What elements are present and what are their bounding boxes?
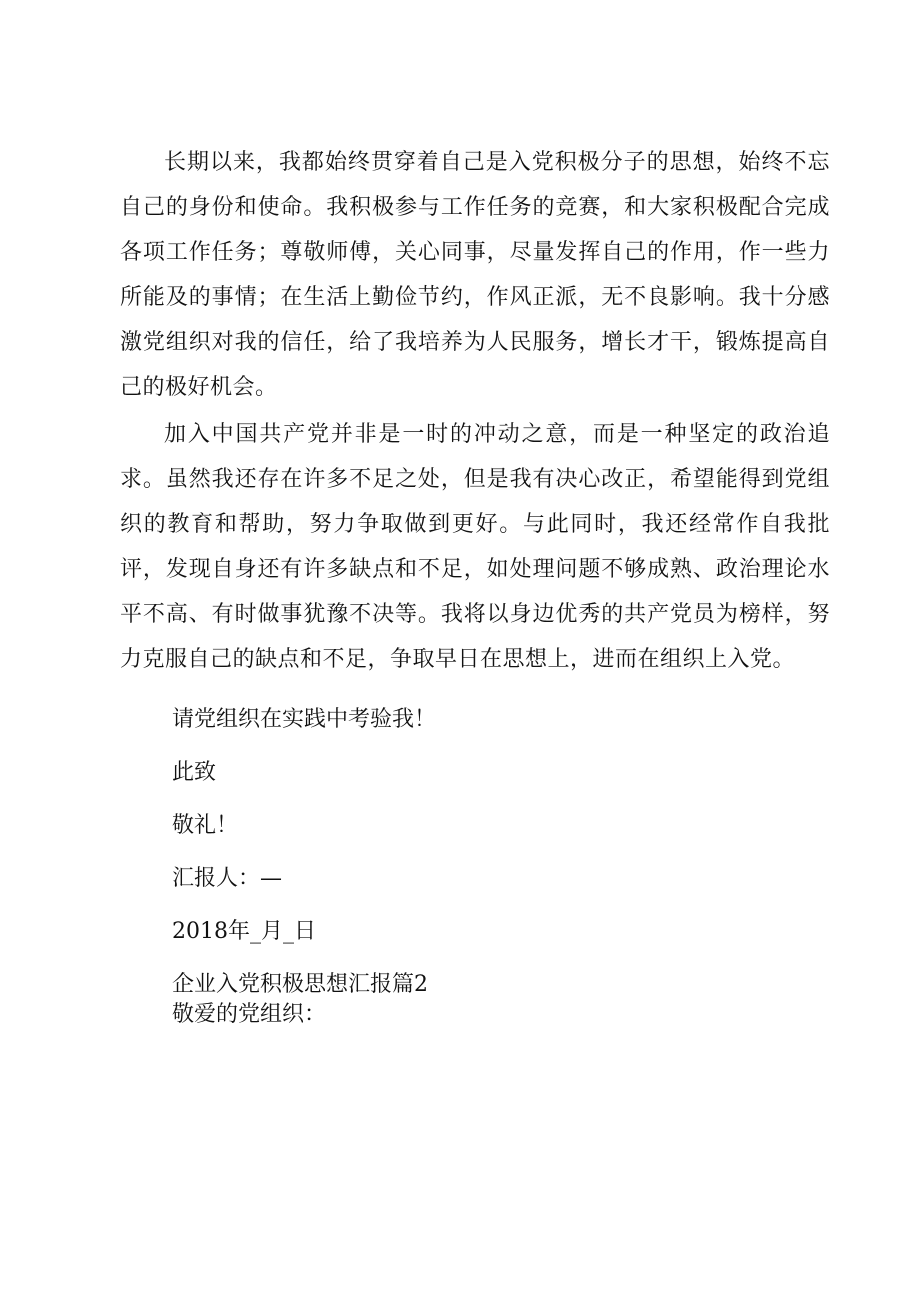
salutation-line-1: 此致: [172, 760, 217, 785]
reporter-line: 汇报人：—: [172, 866, 283, 891]
document-body: [120, 140, 830, 1028]
next-section-greeting: 敬爱的党组织：: [172, 1002, 327, 1027]
salutation-line-2: 敬礼！: [172, 813, 239, 838]
date-line: 2018年_月_日: [172, 919, 316, 944]
next-section-title: 企业入党积极思想汇报篇2: [172, 972, 428, 997]
closing-line: 请党组织在实践中考验我！: [172, 707, 437, 732]
paragraph-2: 加入中国共产党并非是一时的冲动之意，而是一种坚定的政治追求。虽然我还存在许多不足之处，但是我有决心改正，希望能得到党组织的教育和帮助，努力争取做到更好。与此同时，我还经常作自我批评，发现自身还有许多缺点和不足，如处理问题不够成熟、政治理论水平不高、有时做事犹豫不决等。我将以身边优秀的共产党员为榜样，努力克服自己的缺点和不足，争取早日在思想上，进而在组织上入党。: [120, 422, 830, 672]
paragraph-1: 长期以来，我都始终贯穿着自己是入党积极分子的思想，始终不忘自己的身份和使命。我积极参与工作任务的竞赛，和大家积极配合完成各项工作任务；尊敬师傅，关心同事，尽量发挥自己的作用，作一些力所能及的事情；在生活上勤俭节约，作风正派，无不良影响。我十分感激党组织对我的信任，给了我培养为人民服务，增长才干，锻炼提高自己的极好机会。: [120, 150, 830, 400]
